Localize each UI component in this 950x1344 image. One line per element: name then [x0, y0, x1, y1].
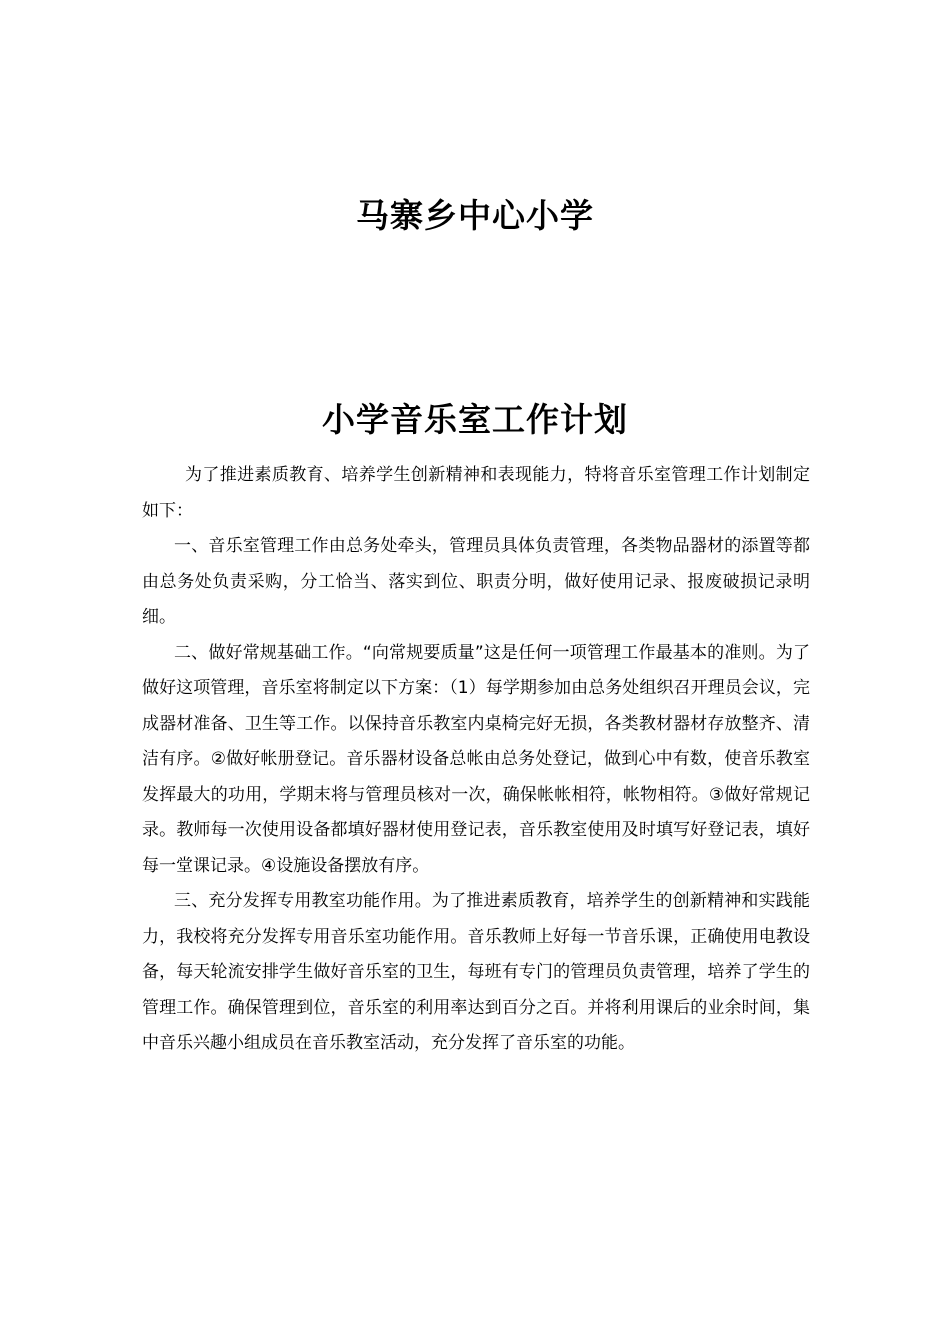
section-two-paragraph: 二、做好常规基础工作。“向常规要质量”这是任何一项管理工作最基本的准则。为了做好这项管理，音乐室将制定以下方案：（1）每学期参加由总务处组织召开理员会议，完成器材准备、卫生等工作。以保持音乐教室内桌椅完好无损，各类教材器材存放整齐、清洁有序。②做好帐册登记。音乐器材设备总帐由总务处登记，做到心中有数，使音乐教室发挥最大的功用，学期末将与管理员核对一次，确保帐帐相符，帐物相符。③做好常规记录。教师每一次使用设备都填好器材使用登记表，音乐教室使用及时填写好登记表，填好每一堂课记录。④设施设备摆放有序。 [142, 642, 810, 876]
intro-paragraph: 为了推进素质教育、培养学生创新精神和表现能力，特将音乐室管理工作计划制定如下： [142, 465, 810, 521]
document-body [142, 458, 810, 1062]
document-title: 小学音乐室工作计划 [322, 400, 628, 439]
school-name-heading: 马寨乡中心小学 [356, 196, 594, 235]
section-three-paragraph: 三、充分发挥专用教室功能作用。为了推进素质教育，培养学生的创新精神和实践能力，我校将充分发挥专用音乐室功能作用。音乐教师上好每一节音乐课，正确使用电教设备，每天轮流安排学生做好音乐室的卫生，每班有专门的管理员负责管理，培养了学生的管理工作。确保管理到位，音乐室的利用率达到百分之百。并将利用课后的业余时间，集中音乐兴趣小组成员在音乐教室活动，充分发挥了音乐室的功能。 [142, 891, 810, 1053]
section-one-paragraph: 一、音乐室管理工作由总务处牵头，管理员具体负责管理，各类物品器材的添置等都由总务处负责采购，分工恰当、落实到位、职责分明，做好使用记录、报废破损记录明细。 [142, 536, 810, 627]
